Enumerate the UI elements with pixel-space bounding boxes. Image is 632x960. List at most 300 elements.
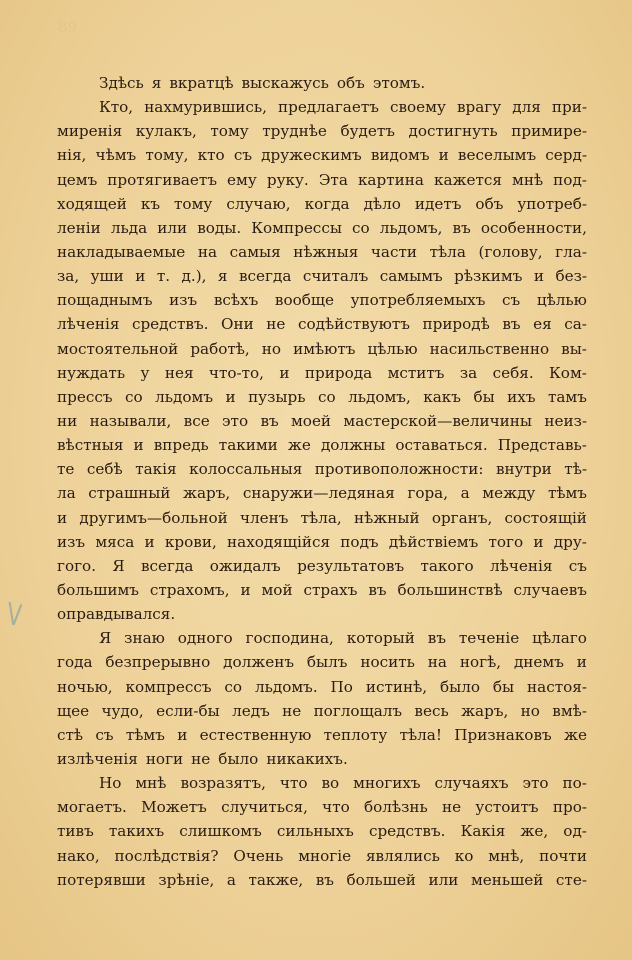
word: также,	[248, 870, 304, 889]
word: пощаднымъ	[57, 291, 153, 310]
word: тѣла,	[300, 508, 342, 527]
word: въ	[315, 870, 334, 889]
word: большинствѣ	[397, 580, 503, 599]
word: Представь-	[497, 436, 587, 455]
word: употребляемыхъ	[350, 291, 486, 310]
text-line	[57, 288, 587, 312]
word: объ	[475, 194, 504, 213]
text-line	[57, 530, 587, 554]
word: устоитъ	[475, 798, 539, 817]
word: льдомъ,	[348, 387, 411, 406]
margin-pencil-mark: V	[5, 596, 24, 635]
word: насильственно	[429, 339, 550, 358]
word: ноги	[145, 749, 184, 768]
word: что-то,	[208, 363, 265, 382]
word: случаевъ	[513, 580, 587, 599]
word: не	[266, 315, 286, 334]
word: внутри	[495, 460, 552, 479]
word: ожидалъ	[209, 556, 281, 575]
word: Очень	[233, 846, 284, 865]
word: цѣлаго	[532, 629, 587, 648]
text-line	[57, 409, 587, 433]
word: уши	[90, 267, 124, 286]
word: части	[370, 242, 418, 261]
word: съ	[233, 146, 252, 165]
word: Я	[112, 556, 125, 575]
word: весь	[414, 701, 449, 720]
page-number: 89	[58, 18, 78, 36]
word: такія	[135, 460, 177, 479]
word: же,	[520, 822, 549, 841]
word: такими	[218, 436, 278, 455]
word: по-	[562, 774, 587, 793]
text-line	[57, 240, 587, 264]
word: тѣмъ	[547, 484, 587, 503]
word: и	[135, 267, 146, 286]
text-line	[57, 312, 587, 336]
word: (голову,	[478, 242, 543, 261]
word: всегда	[141, 556, 194, 575]
word: въ	[502, 315, 521, 334]
word: нѣжныя	[293, 242, 359, 261]
word: са-	[564, 315, 587, 334]
text-line	[57, 868, 587, 892]
word: случаю,	[226, 194, 291, 213]
word: ходящей	[57, 194, 127, 213]
word: Признаковъ	[454, 725, 552, 744]
word: оправдывался.	[57, 605, 176, 624]
word: но	[261, 339, 282, 358]
word: со	[317, 387, 336, 406]
word: но	[520, 701, 540, 720]
word: гла-	[555, 242, 587, 261]
word: тому	[210, 122, 249, 141]
word: со	[124, 387, 143, 406]
word: пузырь	[248, 387, 306, 406]
word: будетъ	[340, 122, 395, 141]
word: щее	[57, 701, 90, 720]
word: чудо,	[101, 701, 144, 720]
word: Какія	[460, 822, 506, 841]
word: Можетъ	[141, 798, 207, 817]
word: т.	[156, 267, 171, 286]
word: бы	[492, 677, 515, 696]
word: рѣзкимъ	[454, 267, 523, 286]
word: Кто,	[99, 98, 134, 117]
word: моей	[290, 411, 332, 430]
word: поглощалъ	[313, 701, 403, 720]
word: мнѣ,	[488, 846, 525, 865]
word: меньшей	[470, 870, 544, 889]
word: знаю	[124, 629, 165, 648]
word: жаръ,	[461, 701, 509, 720]
word: льдомъ	[155, 387, 213, 406]
word: нуждать	[57, 363, 126, 382]
word: бы	[473, 387, 495, 406]
word: же	[287, 436, 311, 455]
word: страхъ	[303, 580, 358, 599]
word: средствъ.	[131, 315, 209, 334]
word: мнѣ	[512, 170, 544, 189]
word: жаръ,	[183, 484, 231, 503]
word: льда	[110, 218, 148, 237]
text-line	[57, 481, 587, 505]
word: который	[346, 629, 415, 648]
word: ихъ	[507, 387, 536, 406]
word: послѣдствія?	[114, 846, 219, 865]
text-line	[57, 819, 587, 843]
word: большимъ	[57, 580, 139, 599]
word: не	[442, 798, 462, 817]
word: ея	[533, 315, 552, 334]
word: неиз-	[544, 411, 587, 430]
word: между	[482, 484, 536, 503]
word: картина	[357, 170, 424, 189]
word: дѣйствіемъ	[388, 532, 479, 551]
word: и	[533, 532, 544, 551]
word: те	[57, 460, 75, 479]
word: крови,	[164, 532, 217, 551]
word: себѣ	[86, 460, 123, 479]
word: ла	[57, 484, 76, 503]
word: почти	[539, 846, 587, 865]
word: называли,	[89, 411, 172, 430]
word: года	[57, 653, 93, 672]
word: серд-	[545, 146, 587, 165]
word: льдомъ,	[379, 218, 443, 237]
text-line	[57, 795, 587, 819]
word: веселымъ	[457, 146, 537, 165]
word: про-	[552, 798, 587, 817]
word: было	[439, 677, 481, 696]
word: мяса	[95, 532, 135, 551]
word: колоссальныя	[189, 460, 303, 479]
word: мостоятельной	[57, 339, 179, 358]
word: долженъ	[223, 653, 295, 672]
word: страхомъ,	[149, 580, 230, 599]
word: себя.	[492, 363, 534, 382]
word: достигнуть	[408, 122, 498, 141]
text-line	[57, 675, 587, 699]
text-line	[57, 264, 587, 288]
word: всѣхъ	[213, 291, 259, 310]
word: дру-	[553, 532, 587, 551]
word: это	[522, 774, 549, 793]
word: идетъ	[414, 194, 462, 213]
word: многихъ	[353, 774, 421, 793]
word: какъ	[423, 387, 461, 406]
word: зрѣніе,	[158, 870, 215, 889]
word: прессъ	[57, 387, 113, 406]
word: мнѣ	[135, 774, 167, 793]
text-line	[57, 699, 587, 723]
word: д.),	[181, 267, 207, 286]
word: кулакъ,	[135, 122, 197, 141]
word: а	[460, 484, 470, 503]
word: объ	[336, 74, 365, 92]
word: естественную	[199, 725, 312, 744]
word: Компрессы	[251, 218, 342, 237]
word: и	[225, 387, 236, 406]
word: Здѣсь	[99, 74, 144, 92]
word: могаетъ.	[57, 798, 127, 817]
word: должны	[320, 436, 386, 455]
word: выскажусь	[241, 74, 329, 92]
word: теплоту	[323, 725, 388, 744]
word: тому,	[145, 146, 189, 165]
word: чѣмъ	[95, 146, 137, 165]
word: что	[322, 798, 350, 817]
word: всегда	[238, 267, 292, 286]
word: примире-	[511, 122, 587, 141]
word: или	[157, 218, 188, 237]
word: все	[183, 411, 210, 430]
word: теченіе	[458, 629, 520, 648]
word: другимъ—больной	[79, 508, 228, 527]
word: состоящій	[504, 508, 587, 527]
word: тамъ	[547, 387, 587, 406]
text-line	[57, 192, 587, 216]
word: не	[282, 701, 302, 720]
text-line	[57, 337, 587, 361]
word: со	[224, 677, 243, 696]
text-line	[57, 95, 587, 119]
word: ледъ	[232, 701, 270, 720]
word: нахмурившись,	[144, 98, 267, 117]
word: страшный	[88, 484, 171, 503]
word: на	[427, 653, 447, 672]
word: и	[533, 267, 544, 286]
word: гора,	[407, 484, 449, 503]
word: мститъ	[387, 363, 445, 382]
word: болѣзнь	[364, 798, 428, 817]
text-line	[57, 554, 587, 578]
word: компрессъ	[125, 677, 212, 696]
word: льдомъ.	[254, 677, 318, 696]
word: тѣмъ	[125, 725, 165, 744]
word: я	[151, 74, 162, 92]
word: сте-	[555, 870, 587, 889]
word: вообще	[274, 291, 334, 310]
word: протягиваетъ	[107, 170, 217, 189]
body-text	[57, 71, 587, 892]
word: съ	[502, 291, 521, 310]
word: ночью,	[57, 677, 113, 696]
word: особенности,	[480, 218, 587, 237]
word: тому	[174, 194, 213, 213]
word: если-бы	[156, 701, 220, 720]
word: сильныхъ	[276, 822, 354, 841]
word: членъ	[239, 508, 289, 527]
word: было	[218, 749, 259, 768]
word: органъ,	[431, 508, 493, 527]
word: никакихъ.	[266, 749, 348, 768]
word: и	[57, 508, 68, 527]
word: вѣстныя	[57, 436, 124, 455]
text-line	[57, 650, 587, 674]
text-line	[57, 506, 587, 530]
word: носить	[360, 653, 415, 672]
word: потерявши	[57, 870, 146, 889]
word: того	[488, 532, 524, 551]
word: возразятъ,	[180, 774, 266, 793]
word: на	[197, 242, 218, 261]
word: истинѣ,	[365, 677, 428, 696]
text-line	[57, 119, 587, 143]
word: употреб-	[517, 194, 587, 213]
word: миренія	[57, 122, 123, 141]
word: содѣйствуютъ	[297, 315, 410, 334]
word: впредь	[153, 436, 209, 455]
word: нія,	[57, 146, 87, 165]
word: противоположности:	[314, 460, 484, 479]
word: былъ	[306, 653, 348, 672]
word: при-	[551, 98, 587, 117]
word: самыя	[229, 242, 281, 261]
text-line	[57, 457, 587, 481]
word: за,	[57, 267, 80, 286]
word: господина,	[245, 629, 334, 648]
word: природѣ	[422, 315, 490, 334]
word: труднѣе	[262, 122, 327, 141]
word: тивъ	[57, 822, 94, 841]
word: работѣ,	[190, 339, 250, 358]
word: леніи	[57, 218, 101, 237]
text-line	[57, 361, 587, 385]
word: и	[144, 532, 155, 551]
word: со	[352, 218, 370, 237]
word: такихъ	[108, 822, 165, 841]
word: руку.	[266, 170, 309, 189]
word: под-	[553, 170, 587, 189]
word: и	[240, 580, 251, 599]
word: а	[226, 870, 236, 889]
word: случиться,	[221, 798, 308, 817]
word: мой	[261, 580, 293, 599]
text-line	[57, 771, 587, 795]
word: По	[330, 677, 353, 696]
word: тѣла	[429, 242, 466, 261]
word: въ	[427, 629, 446, 648]
word: оставаться.	[395, 436, 488, 455]
word: въ	[368, 580, 387, 599]
word: это	[222, 411, 249, 430]
word: кажется	[433, 170, 502, 189]
word: для	[512, 98, 541, 117]
word: Они	[221, 315, 254, 334]
word: нако,	[57, 846, 100, 865]
word: и	[576, 653, 587, 672]
word: без-	[555, 267, 587, 286]
word: за	[459, 363, 478, 382]
word: своему	[389, 98, 446, 117]
word: цѣлью	[367, 339, 418, 358]
word: не	[191, 749, 211, 768]
text-line	[57, 723, 587, 747]
word: же	[563, 725, 587, 744]
word: днемъ	[513, 653, 564, 672]
word: дружескимъ	[261, 146, 362, 165]
word: въ	[260, 411, 279, 430]
text-line	[57, 747, 587, 771]
word: у	[140, 363, 150, 382]
text-line	[57, 143, 587, 167]
word: находящійся	[227, 532, 331, 551]
word: Но	[99, 774, 122, 793]
word: средствъ.	[368, 822, 446, 841]
word: излѣченія	[57, 749, 138, 768]
word: тѣла!	[399, 725, 442, 744]
word: ко	[454, 846, 474, 865]
word: изъ	[57, 532, 86, 551]
word: такого	[420, 556, 474, 575]
word: мастерской—величины	[343, 411, 533, 430]
word: нѣжный	[353, 508, 420, 527]
word: ни	[57, 411, 78, 430]
word: и	[279, 363, 290, 382]
word: снаружи—ледяная	[242, 484, 395, 503]
word: когда	[304, 194, 350, 213]
word: Ком-	[549, 363, 587, 382]
word: во	[321, 774, 340, 793]
word: предлагаетъ	[277, 98, 379, 117]
word: слишкомъ	[179, 822, 262, 841]
word: воды.	[197, 218, 242, 237]
word: этомъ.	[372, 74, 426, 92]
word: или	[428, 870, 459, 889]
word: въ	[452, 218, 471, 237]
word: накладываемые	[57, 242, 186, 261]
text-line	[57, 626, 587, 650]
word: и	[438, 146, 449, 165]
word: съ	[568, 556, 587, 575]
word: нея	[164, 363, 194, 382]
word: имѣютъ	[293, 339, 356, 358]
word: являлись	[365, 846, 440, 865]
text-line	[57, 385, 587, 409]
word: считалъ	[302, 267, 369, 286]
word: природа	[304, 363, 373, 382]
text-line	[57, 578, 587, 602]
word: лѣченія	[57, 315, 120, 334]
word: самымъ	[379, 267, 443, 286]
text-line	[57, 602, 587, 626]
word: ногѣ,	[459, 653, 502, 672]
word: настоя-	[527, 677, 587, 696]
word: безпрерывно	[105, 653, 211, 672]
word: гого.	[57, 556, 97, 575]
word: изъ	[169, 291, 198, 310]
word: дѣло	[363, 194, 401, 213]
word: тѣ-	[564, 460, 587, 479]
text-line	[57, 844, 587, 868]
word: и	[177, 725, 188, 744]
word: подъ	[340, 532, 379, 551]
word: одного	[177, 629, 233, 648]
word: къ	[140, 194, 161, 213]
word: большей	[346, 870, 416, 889]
word: цемъ	[57, 170, 98, 189]
word: съ	[95, 725, 114, 744]
word: вмѣ-	[552, 701, 587, 720]
text-line	[57, 168, 587, 192]
word: вкратцѣ	[169, 74, 234, 92]
text-line	[57, 71, 587, 95]
word: многіе	[298, 846, 352, 865]
text-line	[57, 216, 587, 240]
word: что	[279, 774, 308, 793]
word: ему	[227, 170, 257, 189]
